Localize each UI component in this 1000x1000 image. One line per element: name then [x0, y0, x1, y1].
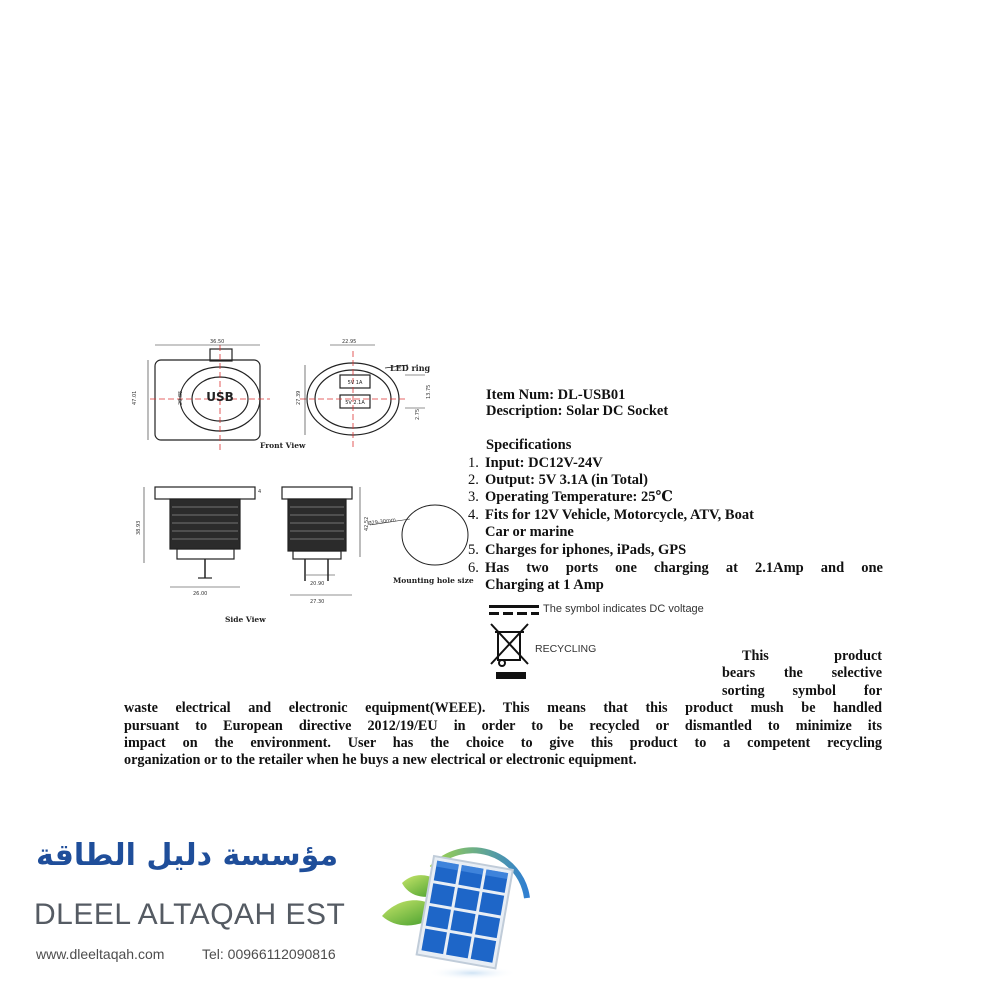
- specifications-title: Specifications: [486, 437, 572, 453]
- dc-symbol-icon: [489, 600, 539, 620]
- notice-line-2: bears the selective: [722, 665, 882, 681]
- usb-text: USB: [206, 390, 234, 404]
- spec-item-6-continued: Charging at 1 Amp: [485, 577, 604, 593]
- notice-line-3: sorting symbol for: [722, 683, 882, 699]
- drawing-svg: [130, 335, 480, 630]
- svg-text:2.75: 2.75: [415, 408, 421, 420]
- item-number: Item Num: DL-USB01: [486, 387, 626, 403]
- solar-panel-logo: [372, 838, 542, 988]
- spec-item-4: 4. Fits for 12V Vehicle, Motorcycle, ATV, Boat: [468, 507, 754, 523]
- notice-paragraph-line-4: organization or to the retailer when he buys a new electrical or electronic equipment.: [124, 752, 637, 768]
- brand-english-name: DLEEL ALTAQAH EST: [34, 898, 346, 931]
- notice-paragraph-line-1: waste electrical and electronic equipment(WEEE). This means that this product mush be handled: [124, 700, 882, 716]
- svg-text:13.75: 13.75: [426, 384, 432, 399]
- svg-text:47.01: 47.01: [132, 390, 138, 405]
- mounting-hole-label: Mounting hole size: [393, 576, 474, 585]
- dc-symbol-text: The symbol indicates DC voltage: [543, 603, 704, 615]
- svg-text:42.52: 42.52: [364, 516, 370, 531]
- svg-text:26.00: 26.00: [193, 591, 208, 597]
- svg-text:36.50: 36.50: [210, 339, 225, 345]
- front-view-tab: [210, 349, 232, 361]
- side-view-body: [170, 499, 240, 549]
- spec-item-6: 6. Has two ports one charging at 2.1Amp and one: [468, 560, 883, 576]
- svg-text:20.90: 20.90: [310, 581, 325, 587]
- recycling-label: RECYCLING: [535, 643, 597, 655]
- led-ring-label: LED ring: [390, 363, 431, 373]
- svg-text:38.93: 38.93: [136, 520, 142, 535]
- item-description: Description: Solar DC Socket: [486, 403, 669, 419]
- spec-item-1: 1. Input: DC12V-24V: [468, 455, 603, 471]
- svg-text:22.95: 22.95: [342, 339, 357, 345]
- svg-text:4: 4: [258, 489, 262, 495]
- notice-paragraph-line-3: impact on the environment. User has the choice to give this product to a competent recycling: [124, 735, 882, 751]
- notice-line-1: This product: [742, 648, 882, 664]
- weee-bin-icon: [488, 620, 532, 682]
- brand-arabic-name: مؤسسة دليل الطاقة: [36, 838, 339, 873]
- port-2-label: 5V 2.1A: [345, 400, 365, 406]
- technical-drawing: [130, 335, 480, 630]
- side-view-label: Side View: [225, 615, 266, 624]
- port-1-label: 5V 1A: [347, 380, 363, 386]
- spec-item-4-continued: Car or marine: [485, 524, 574, 540]
- spec-item-3: 3. Operating Temperature: 25℃: [468, 489, 673, 505]
- side-view-base: [177, 549, 234, 559]
- hole-dim-label: Ø29-30mm: [367, 517, 397, 527]
- svg-text:27.30: 27.30: [310, 599, 325, 605]
- svg-text:29.85: 29.85: [178, 390, 184, 405]
- svg-text:27.39: 27.39: [296, 390, 302, 405]
- spec-item-5: 5. Charges for iphones, iPads, GPS: [468, 542, 687, 558]
- mounting-hole: [402, 505, 468, 565]
- brand-website: www.dleeltaqah.com: [36, 946, 165, 962]
- side-view-2-flange: [282, 487, 352, 499]
- front-view-label: Front View: [260, 441, 306, 450]
- brand-phone: Tel: 00966112090816: [202, 946, 336, 962]
- spec-item-2: 2. Output: 5V 3.1A (in Total): [468, 472, 648, 488]
- side-view-flange: [155, 487, 255, 499]
- notice-paragraph-line-2: pursuant to European directive 2012/19/EU in order to be recycled or dismantled to minimize its: [124, 718, 882, 734]
